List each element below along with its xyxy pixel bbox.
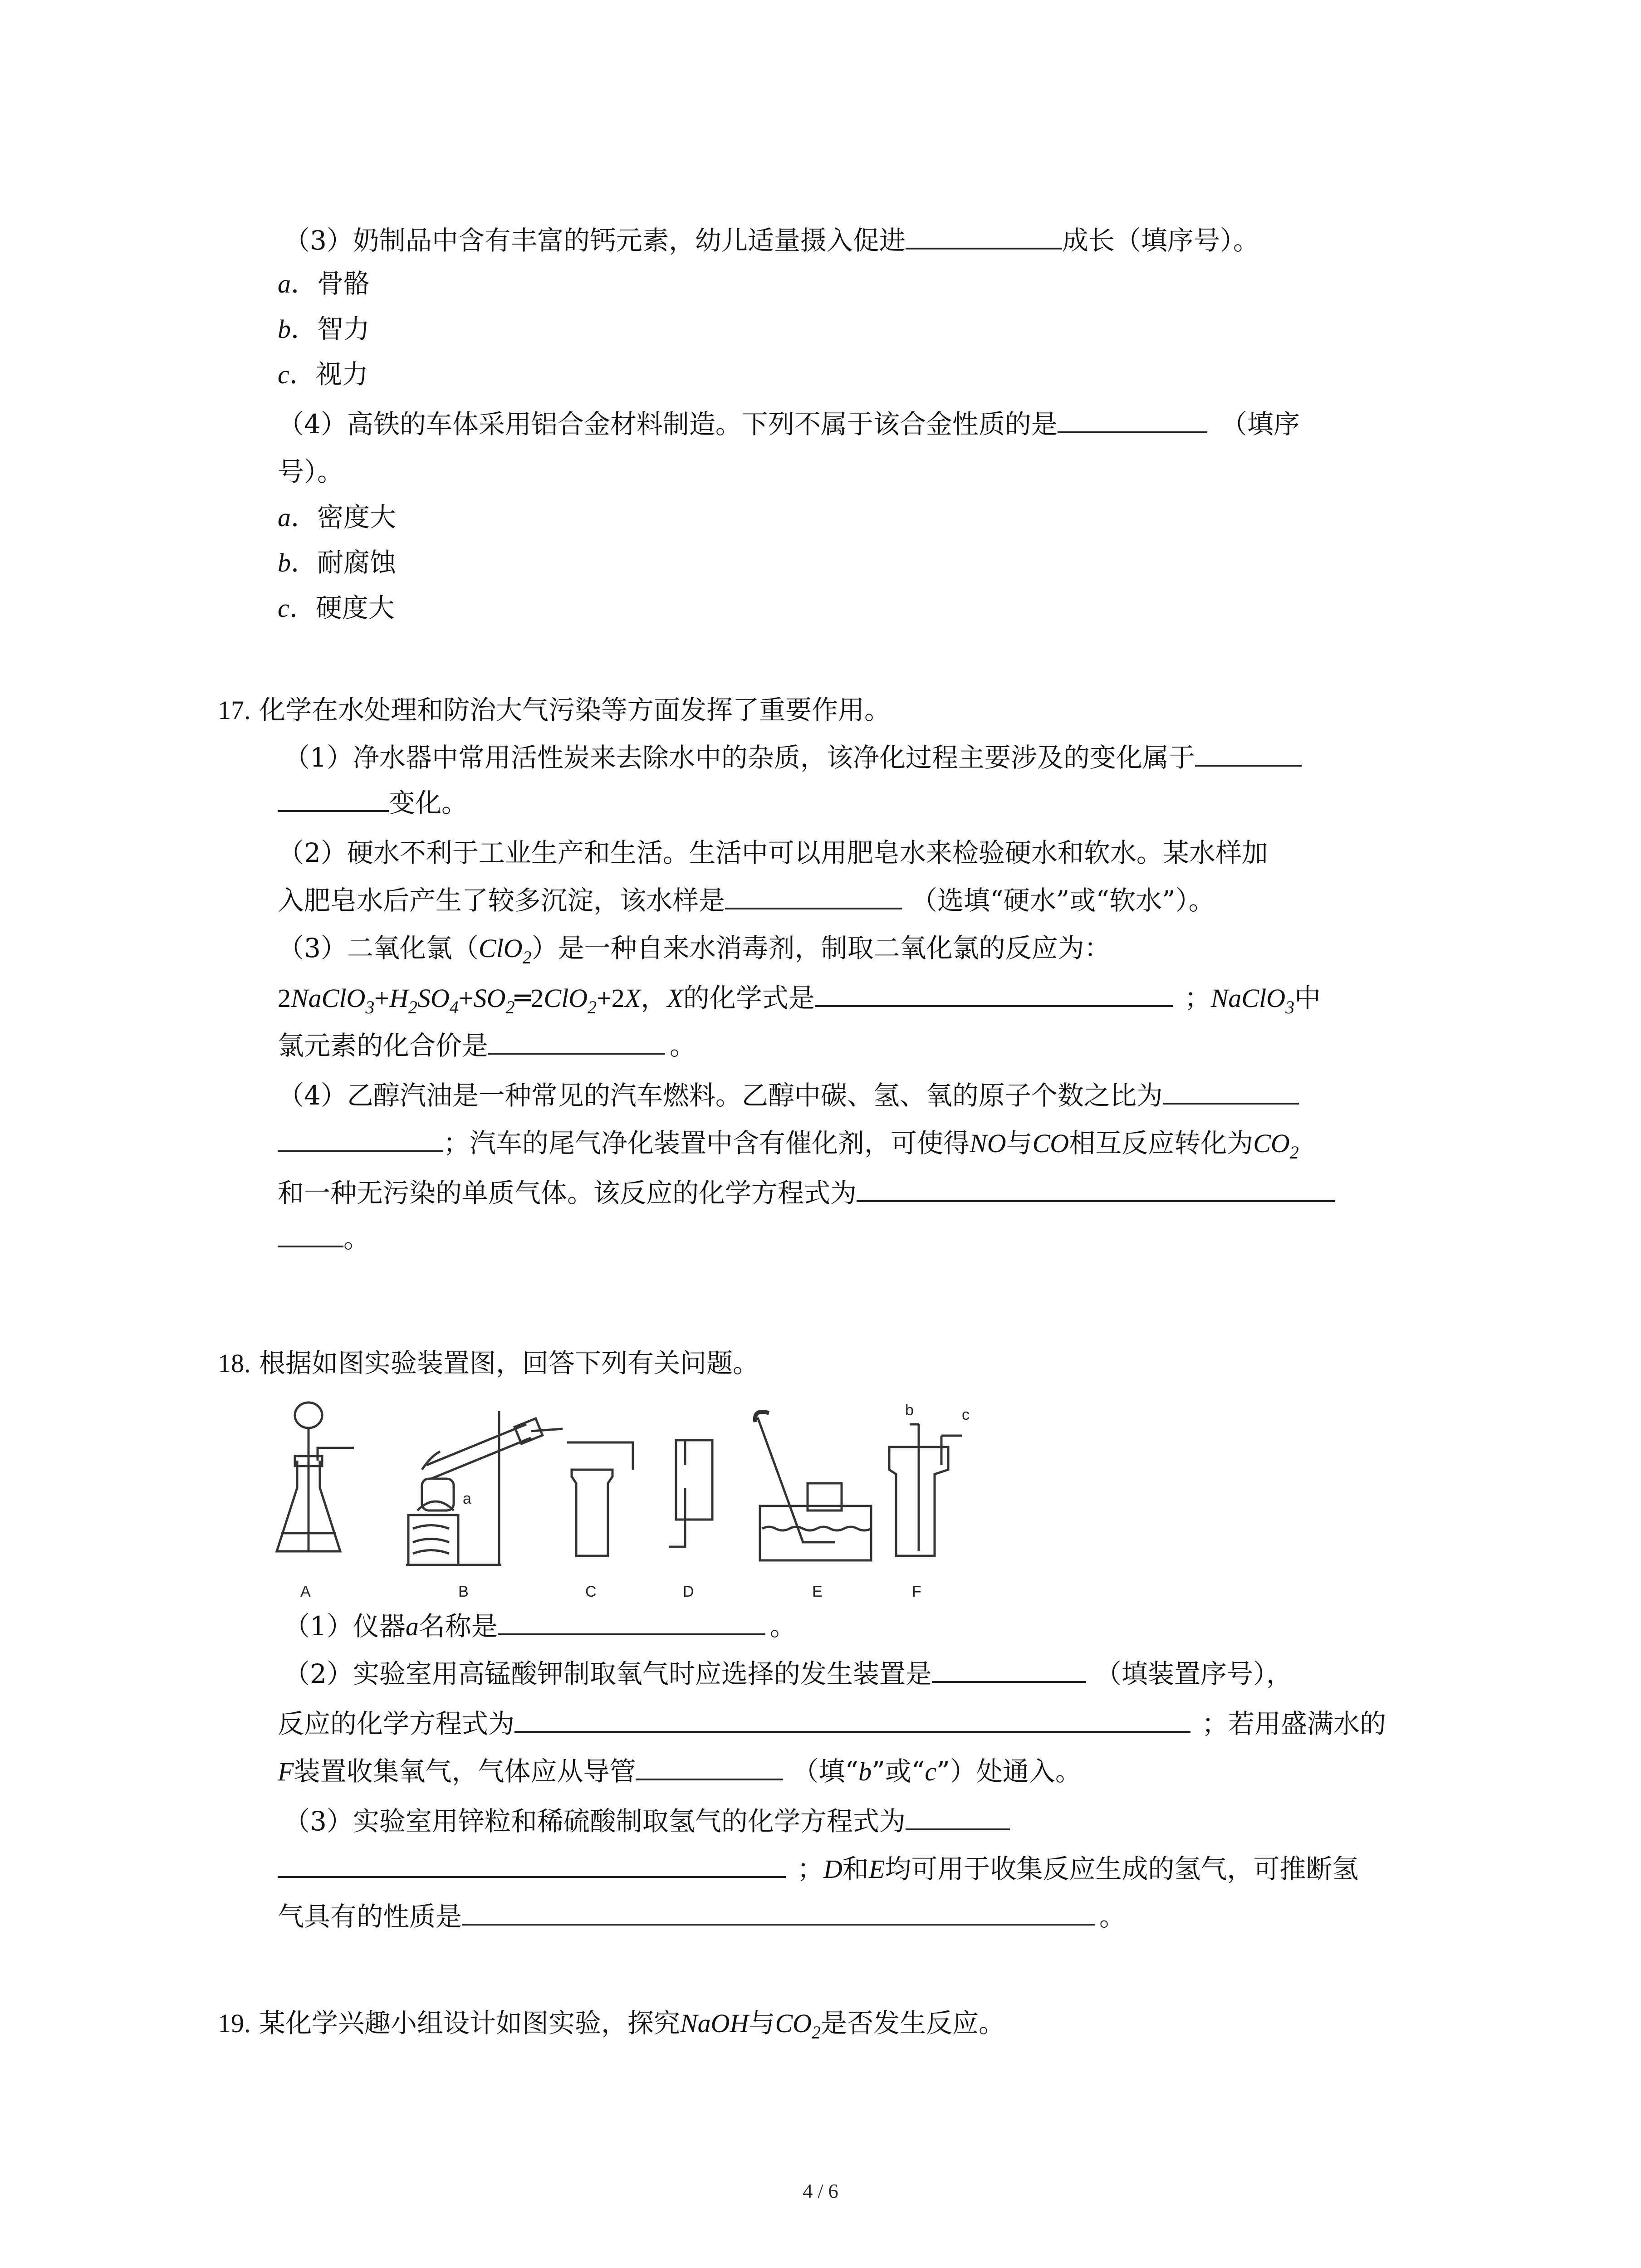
q17-part4-wrap3: 。 [278, 1220, 370, 1256]
lab-apparatus-figure [272, 1397, 1021, 1615]
answer-blank[interactable] [1163, 1078, 1299, 1105]
figure-label-f: F [912, 1583, 921, 1600]
page-number: 4 / 6 [803, 2180, 838, 2202]
q18-part2-wrap2: F装置收集氧气，气体应从导管 （填“b”或“c”）处通入。 [278, 1753, 1082, 1790]
q17-part2: （2）硬水不利于工业生产和生活。生活中可以用肥皂水来检验硬水和软水。某水样加 [278, 837, 1268, 868]
apparatus-e-trough [755, 1412, 871, 1561]
answer-blank[interactable] [498, 1609, 765, 1635]
answer-blank[interactable] [906, 1804, 1010, 1830]
q16-p3-option-b: b．智力 [278, 313, 370, 344]
figure-label-instrument-a: a [463, 1490, 471, 1507]
figure-label-c: C [585, 1583, 597, 1600]
figure-label-a: A [300, 1583, 311, 1600]
q19-stem: 19. 某化学兴趣小组设计如图实验，探究NaOH与$CO_2$是否发生反应。 [218, 2008, 1005, 2043]
answer-blank[interactable] [462, 1899, 1095, 1926]
q18-stem: 18. 根据如图实验装置图，回答下列有关问题。 [218, 1348, 759, 1378]
q16-p4-option-b: b．耐腐蚀 [278, 547, 397, 578]
answer-blank[interactable] [932, 1657, 1086, 1683]
answer-blank[interactable] [278, 786, 389, 812]
q17-part3-wrap: 氯元素的化合价是 。 [278, 1027, 696, 1064]
apparatus-f-wash-bottle [889, 1424, 962, 1556]
answer-blank[interactable] [278, 1852, 786, 1878]
q18-part1: （1）仪器a名称是 。 [284, 1608, 796, 1645]
q17-part4-wrap: ；汽车的尾气净化装置中含有催化剂，可使得NO与CO相互反应转化为$CO_2$ [278, 1125, 1299, 1162]
figure-label-tube-c: c [962, 1406, 970, 1423]
answer-blank[interactable] [278, 1221, 343, 1247]
figure-label-d: D [683, 1583, 694, 1600]
q16-part4-wrap: 号）。 [278, 456, 344, 487]
apparatus-a-flask [277, 1403, 354, 1551]
q16-part4: （4）高铁的车体采用铝合金材料制造。下列不属于该合金性质的是 （填序 [278, 406, 1300, 442]
q17-stem: 17. 化学在水处理和防治大气污染等方面发挥了重要作用。 [218, 694, 891, 725]
apparatus-b-heater [406, 1411, 563, 1565]
q18-part2-wrap: 反应的化学方程式为 ；若用盛满水的 [278, 1706, 1386, 1742]
q16-p4-option-c: c．硬度大 [278, 592, 395, 623]
answer-blank[interactable] [815, 981, 1173, 1007]
figure-label-tube-b: b [905, 1402, 914, 1419]
q17-part1: （1）净水器中常用活性炭来去除水中的杂质，该净化过程主要涉及的变化属于 [284, 739, 1302, 776]
answer-blank[interactable] [514, 1706, 1190, 1733]
q18-part3-wrap: ；D和E均可用于收集反应生成的氢气，可推断氢 [278, 1851, 1358, 1887]
apparatus-c-gas-jar [567, 1442, 633, 1556]
answer-blank[interactable] [725, 883, 902, 909]
question-number: 18. [218, 1349, 251, 1378]
q17-part4: （4）乙醇汽油是一种常见的汽车燃料。乙醇中碳、氢、氧的原子个数之比为 [278, 1077, 1299, 1114]
q17-part1-wrap: 变化。 [278, 785, 468, 821]
answer-blank[interactable] [488, 1028, 665, 1055]
question-number: 19. [218, 2009, 251, 2038]
answer-blank[interactable] [1058, 407, 1207, 433]
q18-part3-wrap2: 气具有的性质是 。 [278, 1898, 1126, 1935]
figure-label-e: E [812, 1583, 823, 1600]
q18-part2: （2）实验室用高锰酸钾制取氧气时应选择的发生装置是 （填装置序号）， [284, 1656, 1293, 1692]
q16-p4-option-a: a．密度大 [278, 502, 397, 533]
q17-part3: （3）二氧化氯（ClO$_2$）是一种自来水消毒剂，制取二氧化氯的反应为： [278, 933, 1111, 968]
figure-label-b: B [458, 1583, 469, 1600]
q16-part3: （3）奶制品中含有丰富的钙元素，幼儿适量摄入促进 成长（填序号）。 [284, 222, 1259, 259]
q16-p3-option-a: a．骨骼 [278, 268, 370, 299]
q18-part3: （3）实验室用锌粒和稀硫酸制取氢气的化学方程式为 [284, 1803, 1010, 1839]
apparatus-d-inverted-jar [669, 1440, 712, 1547]
q16-p3-option-c: c．视力 [278, 359, 368, 390]
answer-blank[interactable] [857, 1176, 1335, 1202]
q17-part4-wrap2: 和一种无污染的单质气体。该反应的化学方程式为 [278, 1175, 1335, 1211]
question-number: 17. [218, 695, 251, 725]
answer-blank[interactable] [278, 1126, 443, 1152]
q17-part2-wrap: 入肥皂水后产生了较多沉淀，该水样是 （选填“硬水”或“软水”）。 [278, 882, 1215, 919]
answer-blank[interactable] [1195, 740, 1302, 767]
answer-blank[interactable] [636, 1754, 783, 1780]
answer-blank[interactable] [906, 223, 1062, 249]
q17-part3-equation: $2NaClO_3+H_2SO_4+SO_2═2ClO_2+2X$，X的化学式是 ；NaClO$_3$中 [278, 980, 1321, 1017]
